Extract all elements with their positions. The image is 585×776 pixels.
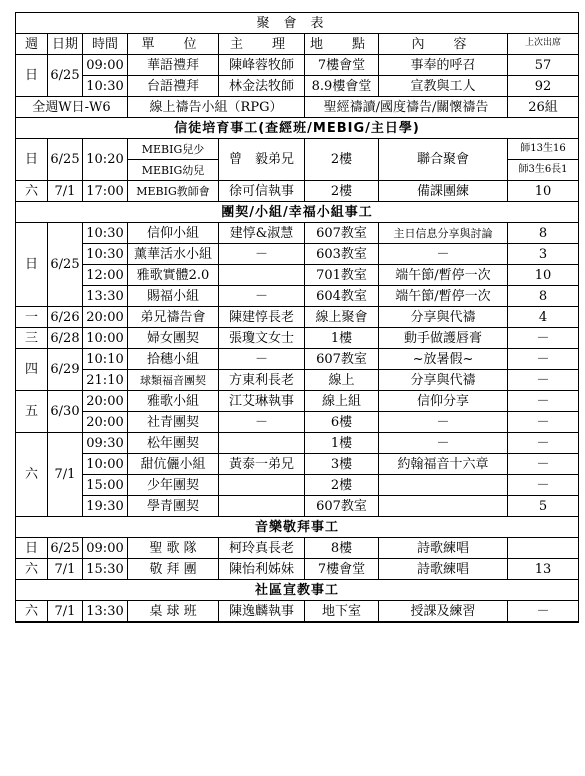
time-cell: 10:00	[83, 454, 128, 475]
unit-cell: 線上禱告小組（RPG）	[128, 97, 305, 118]
header-row	[16, 34, 579, 55]
col-content: 內 容	[379, 34, 508, 55]
time-cell: 09:00	[83, 55, 128, 76]
content-cell: 聖經禱讀/國度禱告/關懷禱告	[305, 97, 508, 118]
date-cell: 6/25	[48, 139, 83, 181]
content-cell: 宣教與工人	[379, 76, 508, 97]
place-cell: 8.9樓會堂	[305, 76, 379, 97]
day-cell: 日	[16, 223, 48, 307]
attend-cell: －	[508, 349, 579, 370]
time-cell: 20:00	[83, 391, 128, 412]
place-cell: 2樓	[305, 475, 379, 496]
place-cell: 2樓	[305, 139, 379, 181]
content-cell	[379, 475, 508, 496]
host-cell: 林金法牧師	[219, 76, 305, 97]
col-attend: 上次出席	[508, 34, 579, 55]
table-row	[16, 97, 579, 118]
attend-cell: 師3生6長1	[508, 160, 579, 181]
unit-cell: 學青團契	[128, 496, 219, 517]
attend-cell: 8	[508, 286, 579, 307]
content-cell: 詩歌練唱	[379, 538, 508, 559]
host-cell	[219, 496, 305, 517]
unit-cell: 聖 歌 隊	[128, 538, 219, 559]
date-cell: 7/1	[48, 601, 83, 623]
unit-cell: 華語禮拜	[128, 55, 219, 76]
content-cell: 動手做護唇膏	[379, 328, 508, 349]
table-row	[16, 55, 579, 76]
place-cell: 1樓	[305, 328, 379, 349]
place-cell: 7樓會堂	[305, 559, 379, 580]
date-cell: 7/1	[48, 433, 83, 517]
content-cell	[379, 496, 508, 517]
attend-cell: －	[508, 412, 579, 433]
time-cell: 13:30	[83, 286, 128, 307]
host-cell: 方東利長老	[219, 370, 305, 391]
attend-cell: －	[508, 475, 579, 496]
table-row	[16, 454, 579, 475]
table-row	[16, 265, 579, 286]
attend-cell: 92	[508, 76, 579, 97]
unit-cell: MEBIG教師會	[128, 181, 219, 202]
date-cell: 6/25	[48, 55, 83, 97]
unit-cell: 球類福音團契	[128, 370, 219, 391]
table-row	[16, 412, 579, 433]
unit-cell: 賜福小組	[128, 286, 219, 307]
table-row	[16, 538, 579, 559]
day-cell: 日	[16, 55, 48, 97]
unit-cell: 婦女團契	[128, 328, 219, 349]
host-cell: 陳建惇長老	[219, 307, 305, 328]
host-cell: 曾 毅弟兄	[219, 139, 305, 181]
day-cell: 四	[16, 349, 48, 391]
date-cell: 6/28	[48, 328, 83, 349]
content-cell: 備課團練	[379, 181, 508, 202]
time-cell: 10:30	[83, 76, 128, 97]
host-cell: －	[219, 286, 305, 307]
day-cell: 三	[16, 328, 48, 349]
place-cell: 8樓	[305, 538, 379, 559]
col-date: 日期	[48, 34, 83, 55]
place-cell: 1樓	[305, 433, 379, 454]
date-cell: 6/25	[48, 223, 83, 307]
content-cell: 約翰福音十六章	[379, 454, 508, 475]
place-cell: 607教室	[305, 223, 379, 244]
time-cell: 10:00	[83, 328, 128, 349]
date-cell: 7/1	[48, 559, 83, 580]
table-row	[16, 349, 579, 370]
place-cell: 2樓	[305, 181, 379, 202]
place-cell: 線上聚會	[305, 307, 379, 328]
time-cell: 21:10	[83, 370, 128, 391]
time-cell: 17:00	[83, 181, 128, 202]
table-row	[16, 244, 579, 265]
unit-cell: 拾穗小組	[128, 349, 219, 370]
attend-cell: 10	[508, 181, 579, 202]
place-cell: 604教室	[305, 286, 379, 307]
content-cell: －	[379, 244, 508, 265]
content-cell: 事奉的呼召	[379, 55, 508, 76]
unit-cell: 雅歌實體2.0	[128, 265, 219, 286]
attend-cell: －	[508, 328, 579, 349]
day-cell: 一	[16, 307, 48, 328]
table-row	[16, 223, 579, 244]
attend-cell: 4	[508, 307, 579, 328]
unit-cell: 雅歌小組	[128, 391, 219, 412]
section-title: 信徒培育事工(查經班/MEBIG/主日學)	[16, 118, 579, 139]
table-row	[16, 391, 579, 412]
attend-cell: －	[508, 433, 579, 454]
host-cell: 陳逸麟執事	[219, 601, 305, 623]
time-cell: 13:30	[83, 601, 128, 623]
col-place: 地 點	[305, 34, 379, 55]
unit-cell: MEBIG兒少	[128, 139, 219, 160]
day-cell: 六	[16, 559, 48, 580]
host-cell	[219, 433, 305, 454]
content-cell: 信仰分享	[379, 391, 508, 412]
day-cell: 六	[16, 181, 48, 202]
place-cell: 線上	[305, 370, 379, 391]
table-row	[16, 601, 579, 623]
unit-cell: 社青團契	[128, 412, 219, 433]
allweek-label: 全週W日-W6	[16, 97, 128, 118]
content-cell: 分享與代禱	[379, 370, 508, 391]
place-cell: 7樓會堂	[305, 55, 379, 76]
unit-cell: 松年團契	[128, 433, 219, 454]
content-cell: 授課及練習	[379, 601, 508, 623]
host-cell: 黃泰一弟兄	[219, 454, 305, 475]
time-cell: 10:30	[83, 244, 128, 265]
host-cell: 徐可信執事	[219, 181, 305, 202]
unit-cell: 台語禮拜	[128, 76, 219, 97]
place-cell: 線上組	[305, 391, 379, 412]
date-cell: 6/26	[48, 307, 83, 328]
attend-cell: 師13生16	[508, 139, 579, 160]
day-cell: 五	[16, 391, 48, 433]
attend-cell: －	[508, 601, 579, 623]
table-row	[16, 286, 579, 307]
content-cell: ~放暑假~	[379, 349, 508, 370]
host-cell: －	[219, 349, 305, 370]
place-cell: 地下室	[305, 601, 379, 623]
host-cell: 陳怡利姊妹	[219, 559, 305, 580]
unit-cell: 信仰小組	[128, 223, 219, 244]
content-cell: 端午節/暫停一次	[379, 265, 508, 286]
host-cell: 建惇&淑慧	[219, 223, 305, 244]
attend-cell: 13	[508, 559, 579, 580]
unit-cell: 甜伉儷小組	[128, 454, 219, 475]
time-cell: 12:00	[83, 265, 128, 286]
place-cell: 603教室	[305, 244, 379, 265]
table-row	[16, 370, 579, 391]
time-cell: 19:30	[83, 496, 128, 517]
time-cell: 15:30	[83, 559, 128, 580]
host-cell	[219, 475, 305, 496]
host-cell: －	[219, 244, 305, 265]
table-row	[16, 559, 579, 580]
section-title: 音樂敬拜事工	[16, 517, 579, 538]
table-row	[16, 307, 579, 328]
col-unit: 單 位	[128, 34, 219, 55]
attend-cell: 10	[508, 265, 579, 286]
page-title: 聚會表	[16, 13, 579, 34]
time-cell: 09:30	[83, 433, 128, 454]
day-cell: 六	[16, 601, 48, 623]
attend-cell: －	[508, 391, 579, 412]
unit-cell: MEBIG幼兒	[128, 160, 219, 181]
host-cell: 柯玲真長老	[219, 538, 305, 559]
place-cell: 6樓	[305, 412, 379, 433]
content-cell: 主日信息分享與討論	[379, 223, 508, 244]
table-row	[16, 496, 579, 517]
host-cell: 江艾琳執事	[219, 391, 305, 412]
content-cell: －	[379, 412, 508, 433]
attend-cell: －	[508, 454, 579, 475]
day-cell: 日	[16, 139, 48, 181]
time-cell: 10:20	[83, 139, 128, 181]
unit-cell: 桌 球 班	[128, 601, 219, 623]
table-row	[16, 328, 579, 349]
day-cell: 日	[16, 538, 48, 559]
attend-cell	[508, 538, 579, 559]
col-host: 主 理	[219, 34, 305, 55]
table-row	[16, 139, 579, 160]
content-cell: 端午節/暫停一次	[379, 286, 508, 307]
content-cell: 詩歌練唱	[379, 559, 508, 580]
place-cell: 607教室	[305, 349, 379, 370]
place-cell: 607教室	[305, 496, 379, 517]
section-title: 社區宣教事工	[16, 580, 579, 601]
table-row	[16, 76, 579, 97]
place-cell: 3樓	[305, 454, 379, 475]
unit-cell: 敬 拜 團	[128, 559, 219, 580]
table-row	[16, 475, 579, 496]
day-cell: 六	[16, 433, 48, 517]
content-cell: 分享與代禱	[379, 307, 508, 328]
attend-cell: 57	[508, 55, 579, 76]
time-cell: 10:30	[83, 223, 128, 244]
unit-cell: 薰華活水小組	[128, 244, 219, 265]
unit-cell: 少年團契	[128, 475, 219, 496]
attend-cell: －	[508, 370, 579, 391]
content-cell: 聯合聚會	[379, 139, 508, 181]
date-cell: 7/1	[48, 181, 83, 202]
date-cell: 6/30	[48, 391, 83, 433]
host-cell: 張瓊文女士	[219, 328, 305, 349]
time-cell: 10:10	[83, 349, 128, 370]
place-cell: 701教室	[305, 265, 379, 286]
attend-cell: 3	[508, 244, 579, 265]
meeting-schedule-table	[15, 12, 579, 623]
table-row	[16, 433, 579, 454]
content-cell: －	[379, 433, 508, 454]
time-cell: 15:00	[83, 475, 128, 496]
date-cell: 6/25	[48, 538, 83, 559]
attend-cell: 8	[508, 223, 579, 244]
col-week: 週	[16, 34, 48, 55]
time-cell: 20:00	[83, 307, 128, 328]
host-cell: －	[219, 412, 305, 433]
date-cell: 6/29	[48, 349, 83, 391]
section-title: 團契/小組/幸福小組事工	[16, 202, 579, 223]
time-cell: 20:00	[83, 412, 128, 433]
host-cell: 陳峰蓉牧師	[219, 55, 305, 76]
col-time: 時間	[83, 34, 128, 55]
host-cell	[219, 265, 305, 286]
unit-cell: 弟兄禱告會	[128, 307, 219, 328]
attend-cell: 26組	[508, 97, 579, 118]
attend-cell: 5	[508, 496, 579, 517]
table-row	[16, 181, 579, 202]
time-cell: 09:00	[83, 538, 128, 559]
